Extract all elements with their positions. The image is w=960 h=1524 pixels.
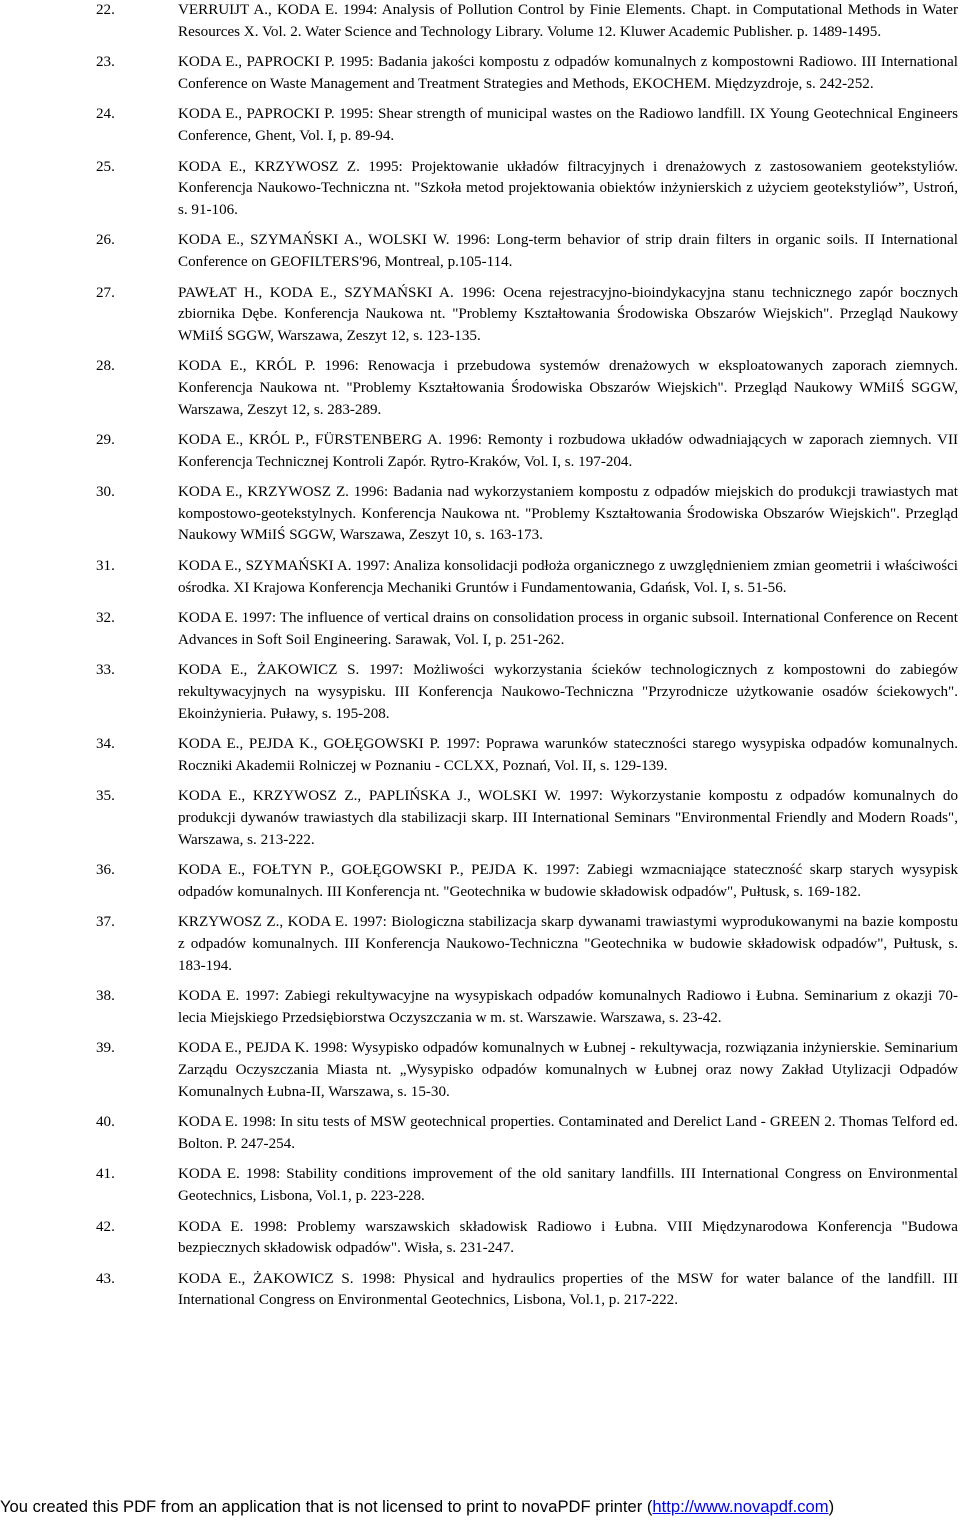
- reference-text: KODA E., ŻAKOWICZ S. 1997: Możliwości wykorzystania ścieków technologicznych z kompostowni do zabiegów rekultywacyjnych na wysypisku. III Konferencja Naukowo-Techniczna "Przyrodnicze użytkowanie osadów ściekowych". Ekoinżynieria. Puławy, s. 195-208.: [178, 662, 958, 722]
- reference-text: KODA E., PAPROCKI P. 1995: Shear strength of municipal wastes on the Radiowo landfill. IX Young Geotechnical Engineers Conference, Ghent, Vol. I, p. 89-94.: [178, 106, 958, 144]
- reference-number: 36.: [96, 862, 115, 879]
- reference-item: [96, 356, 958, 421]
- reference-number: 29.: [96, 432, 115, 449]
- reference-text: KODA E. 1998: In situ tests of MSW geotechnical properties. Contaminated and Derelict Land - GREEN 2. Thomas Telford ed. Bolton. P. 247-254.: [178, 1114, 958, 1152]
- reference-item: [96, 1164, 958, 1207]
- reference-text: KODA E., PAPROCKI P. 1995: Badania jakości kompostu z odpadów komunalnych z kompostowni Radiowo. III International Conference on Waste Management and Treatment Strategies and Methods, EKOCHEM. Międzyzdroje, s. 242-252.: [178, 54, 958, 92]
- reference-text: KODA E., FOŁTYN P., GOŁĘGOWSKI P., PEJDA K. 1997: Zabiegi wzmacniające stateczność skarp starych wysypisk odpadów komunalnych. III Konferencja nt. "Geotechnika w budowie składowisk odpadów", Pułtusk, s. 169-182.: [178, 862, 958, 900]
- reference-list: [96, 0, 958, 1321]
- novapdf-link[interactable]: http://www.novapdf.com: [652, 1497, 829, 1516]
- footer-closing-paren: ): [828, 1497, 835, 1516]
- reference-item: [96, 52, 958, 95]
- reference-number: 22.: [96, 2, 115, 18]
- reference-item: [96, 986, 958, 1029]
- reference-text: KODA E., ŻAKOWICZ S. 1998: Physical and hydraulics properties of the MSW for water balance of the landfill. III International Congress on Environmental Geotechnics, Lisbona, Vol.1, p. 217-222.: [178, 1270, 958, 1309]
- reference-number: 28.: [96, 358, 115, 375]
- reference-item: [96, 1038, 958, 1103]
- reference-text: KODA E., KRÓL P., FÜRSTENBERG A. 1996: Remonty i rozbudowa układów odwadniających w zaporach ziemnych. VII Konferencja Technicznej Kontroli Zapór. Rytro-Kraków, Vol. I, s. 197-204.: [178, 432, 958, 470]
- reference-item: [96, 283, 958, 348]
- reference-item: [96, 230, 958, 273]
- reference-text: KODA E. 1997: Zabiegi rekultywacyjne na wysypiskach odpadów komunalnych Radiowo i Łubna. Seminarium z okazji 70-lecia Miejskiego Przedsiębiorstwa Oczyszczania w m. st. Warszawie. Warszawa, s. 23-42.: [178, 988, 958, 1026]
- reference-item: [96, 860, 958, 903]
- reference-number: 43.: [96, 1270, 115, 1287]
- reference-number: 34.: [96, 736, 115, 753]
- reference-text: KODA E., PEJDA K., GOŁĘGOWSKI P. 1997: Poprawa warunków stateczności starego wysypiska odpadów komunalnych. Roczniki Akademii Rolniczej w Poznaniu - CCLXX, Poznań, Vol. II, s. 129-139.: [178, 736, 958, 774]
- reference-text: KODA E., KRÓL P. 1996: Renowacja i przebudowa systemów drenażowych w eksploatowanych zaporach ziemnych. Konferencja Naukowa nt. "Problemy Kształtowania Środowiska Obszarów Wiejskich". Przegląd Naukowy WMiIŚ SGGW, Warszawa, Zeszyt 12, s. 283-289.: [178, 358, 958, 418]
- reference-item: [96, 556, 958, 599]
- reference-number: 23.: [96, 54, 115, 71]
- reference-number: 31.: [96, 558, 115, 575]
- reference-text: KODA E., SZYMAŃSKI A., WOLSKI W. 1996: Long-term behavior of strip drain filters in organic soils. II International Conference on GEOFILTERS'96, Montreal, p.105-114.: [178, 232, 958, 270]
- reference-item: [96, 1112, 958, 1155]
- reference-text: KODA E., PEJDA K. 1998: Wysypisko odpadów komunalnych w Łubnej - rekultywacja, rozwiązania inżynierskie. Seminarium Zarządu Oczyszczania Miasta nt. „Wysypisko odpadów komunalnych w Łubnej oraz nowy Zakład Utylizacji Odpadów Komunalnych Łubna-II, Warszawa, s. 15-30.: [178, 1040, 958, 1100]
- reference-item: [96, 1217, 958, 1260]
- reference-item: [96, 734, 958, 777]
- reference-number: 24.: [96, 106, 115, 123]
- reference-text: VERRUIJT A., KODA E. 1994: Analysis of Pollution Control by Finie Elements. Chapt. in Computational Methods in Water Resources X. Vol. 2. Water Science and Technology Library. Volume 12. Kluwer Academic Publisher. p. 1489-1495.: [178, 2, 958, 40]
- reference-item: [96, 482, 958, 547]
- pdf-license-footer: [0, 1497, 960, 1517]
- reference-item: [96, 660, 958, 725]
- reference-text: KODA E., KRZYWOSZ Z., PAPLIŃSKA J., WOLSKI W. 1997: Wykorzystanie kompostu z odpadów komunalnych do produkcji dywanów trawiastych dla stabilizacji skarp. III International Seminars "Environmental Friendly and Modern Roads", Warszawa, s. 213-222.: [178, 788, 958, 848]
- reference-text: KODA E., KRZYWOSZ Z. 1995: Projektowanie układów filtracyjnych i drenażowych z zastosowaniem geotekstyliów. Konferencja Naukowo-Techniczna nt. "Szkoła metod projektowania obiektów inżynierskich z użyciem geotekstyliów”, Ustroń, s. 91-106.: [178, 158, 958, 218]
- reference-number: 32.: [96, 610, 115, 627]
- reference-number: 27.: [96, 284, 115, 301]
- reference-number: 30.: [96, 484, 115, 501]
- reference-text: KRZYWOSZ Z., KODA E. 1997: Biologiczna stabilizacja skarp dywanami trawiastymi wyprodukowanymi na bazie kompostu z odpadów komunalnych. III Konferencja Naukowo-Techniczna "Geotechnika w budowie składowisk odpadów", Pułtusk, s. 183-194.: [178, 914, 958, 974]
- reference-number: 40.: [96, 1114, 115, 1131]
- reference-item: [96, 157, 958, 222]
- footer-notice-text: You created this PDF from an application that is not licensed to print to novaPDF printer (: [0, 1497, 653, 1516]
- reference-number: 38.: [96, 988, 115, 1005]
- reference-item: [96, 1269, 958, 1312]
- reference-number: 39.: [96, 1040, 115, 1057]
- reference-text: KODA E. 1998: Problemy warszawskich składowisk Radiowo i Łubna. VIII Międzynarodowa Konferencja "Budowa bezpiecznych składowisk odpadów". Wisła, s. 231-247.: [178, 1218, 958, 1257]
- reference-number: 42.: [96, 1218, 115, 1235]
- reference-item: [96, 430, 958, 473]
- reference-item: [96, 786, 958, 851]
- reference-text: KODA E. 1997: The influence of vertical drains on consolidation process in organic subsoil. International Conference on Recent Advances in Soft Soil Engineering. Sarawak, Vol. I, p. 251-262.: [178, 610, 958, 648]
- reference-text: KODA E., KRZYWOSZ Z. 1996: Badania nad wykorzystaniem kompostu z odpadów miejskich do produkcji trawiastych mat kompostowo-geotekstylnych. Konferencja Naukowa nt. "Problemy Kształtowania Środowiska Obszarów Wiejskich". Przegląd Naukowy WMiIŚ SGGW, Warszawa, Zeszyt 10, s. 163-173.: [178, 484, 958, 544]
- reference-text: PAWŁAT H., KODA E., SZYMAŃSKI A. 1996: Ocena rejestracyjno-bioindykacyjna stanu technicznego zapór bocznych zbiornika Dębe. Konferencja Naukowa nt. "Problemy Kształtowania Środowiska Obszarów Wiejskich". Przegląd Naukowy WMiIŚ SGGW, Warszawa, Zeszyt 12, s. 123-135.: [178, 284, 958, 344]
- reference-number: 37.: [96, 914, 115, 931]
- reference-number: 25.: [96, 158, 115, 175]
- reference-item: [96, 0, 958, 43]
- reference-number: 26.: [96, 232, 115, 249]
- reference-number: 41.: [96, 1166, 115, 1183]
- reference-item: [96, 912, 958, 977]
- reference-text: KODA E. 1998: Stability conditions improvement of the old sanitary landfills. III International Congress on Environmental Geotechnics, Lisbona, Vol.1, p. 223-228.: [178, 1166, 958, 1204]
- reference-text: KODA E., SZYMAŃSKI A. 1997: Analiza konsolidacji podłoża organicznego z uwzględnieniem zmian geometrii i właściwości ośrodka. XI Krajowa Konferencja Mechaniki Gruntów i Fundamentowania, Gdańsk, Vol. I, s. 51-56.: [178, 558, 958, 596]
- reference-number: 35.: [96, 788, 115, 805]
- reference-item: [96, 608, 958, 651]
- reference-number: 33.: [96, 662, 115, 679]
- reference-item: [96, 104, 958, 147]
